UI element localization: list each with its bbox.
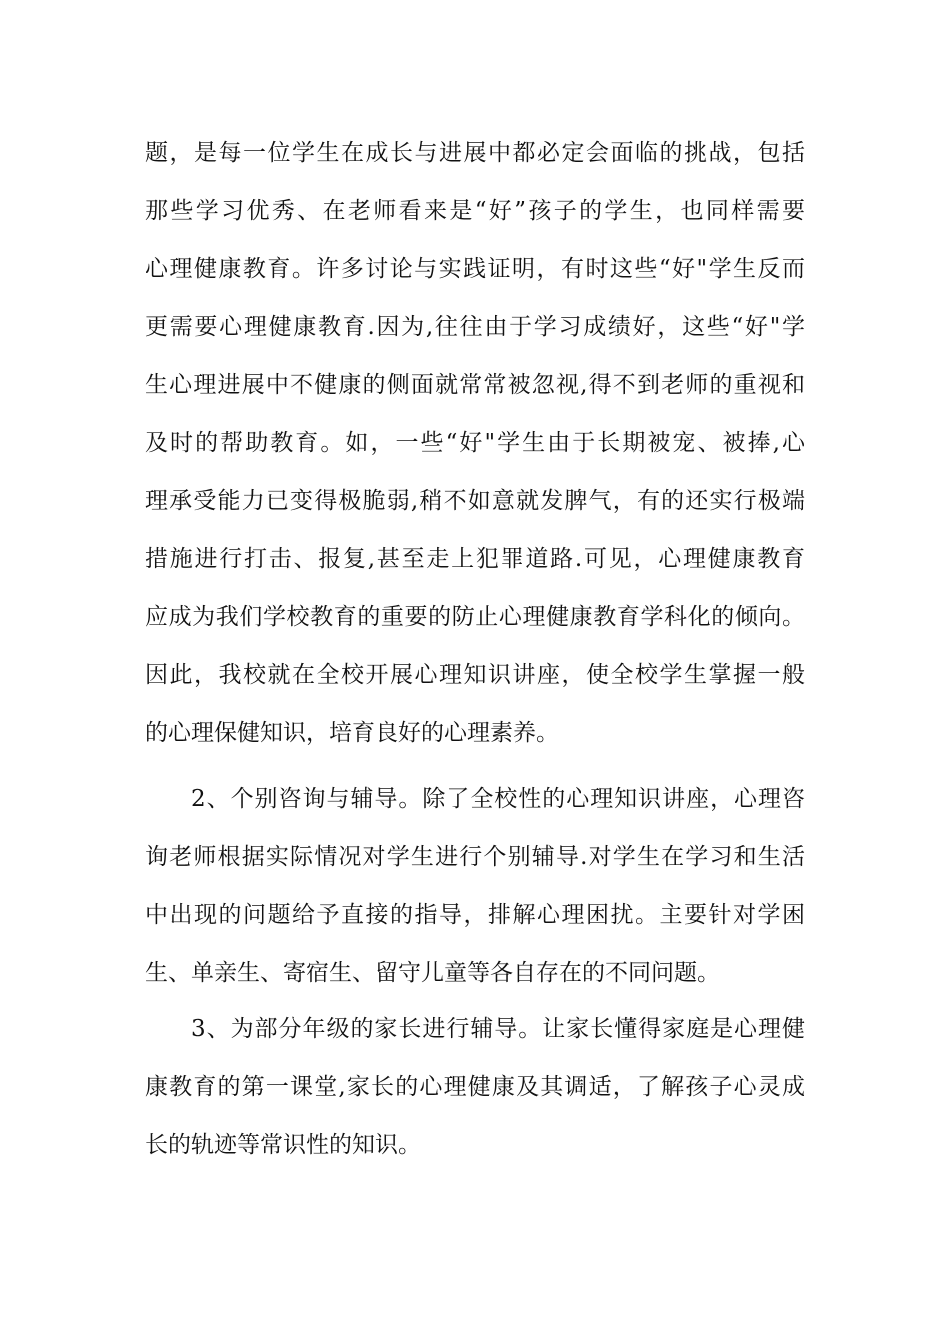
text-line: 理承受能力已变得极脆弱,稍不如意就发脾气，有的还实行极端 — [145, 488, 805, 514]
text-line: 题，是每一位学生在成长与进展中都必定会面临的挑战，包括 — [145, 140, 805, 166]
text-line: 那些学习优秀、在老师看来是“好”孩子的学生，也同样需要 — [145, 198, 805, 224]
text-line: 更需要心理健康教育.因为,往往由于学习成绩好，这些“好"学 — [145, 314, 805, 340]
text-line: 生心理进展中不健康的侧面就常常被忽视,得不到老师的重视和 — [145, 372, 805, 398]
text-line: 询老师根据实际情况对学生进行个别辅导.对学生在学习和生活 — [145, 844, 805, 870]
paragraph-continuation — [145, 124, 805, 762]
paragraph-parent-guidance — [145, 1000, 805, 1174]
paragraph-individual-counseling — [145, 770, 805, 1002]
text-line: 心理健康教育。许多讨论与实践证明，有时这些“好"学生反而 — [145, 256, 805, 282]
text-line: 的心理保健知识，培育良好的心理素养。 — [145, 720, 559, 746]
text-line: 康教育的第一课堂,家长的心理健康及其调适，了解孩子心灵成 — [145, 1074, 805, 1100]
text-line: 措施进行打击、报复,甚至走上犯罪道路.可见，心理健康教育 — [145, 546, 805, 572]
text-line: 2、个别咨询与辅导。除了全校性的心理知识讲座，心理咨 — [191, 786, 805, 812]
text-line: 因此，我校就在全校开展心理知识讲座，使全校学生掌握一般 — [145, 662, 805, 688]
text-line: 应成为我们学校教育的重要的防止心理健康教育学科化的倾向。 — [145, 604, 805, 630]
text-line: 3、为部分年级的家长进行辅导。让家长懂得家庭是心理健 — [191, 1016, 805, 1042]
text-line: 长的轨迹等常识性的知识。 — [145, 1132, 421, 1158]
text-line: 生、单亲生、寄宿生、留守儿童等各自存在的不同问题。 — [145, 960, 720, 986]
text-line: 及时的帮助教育。如，一些“好"学生由于长期被宠、被捧,心 — [145, 430, 805, 456]
text-line: 中出现的问题给予直接的指导，排解心理困扰。主要针对学困 — [145, 902, 805, 928]
